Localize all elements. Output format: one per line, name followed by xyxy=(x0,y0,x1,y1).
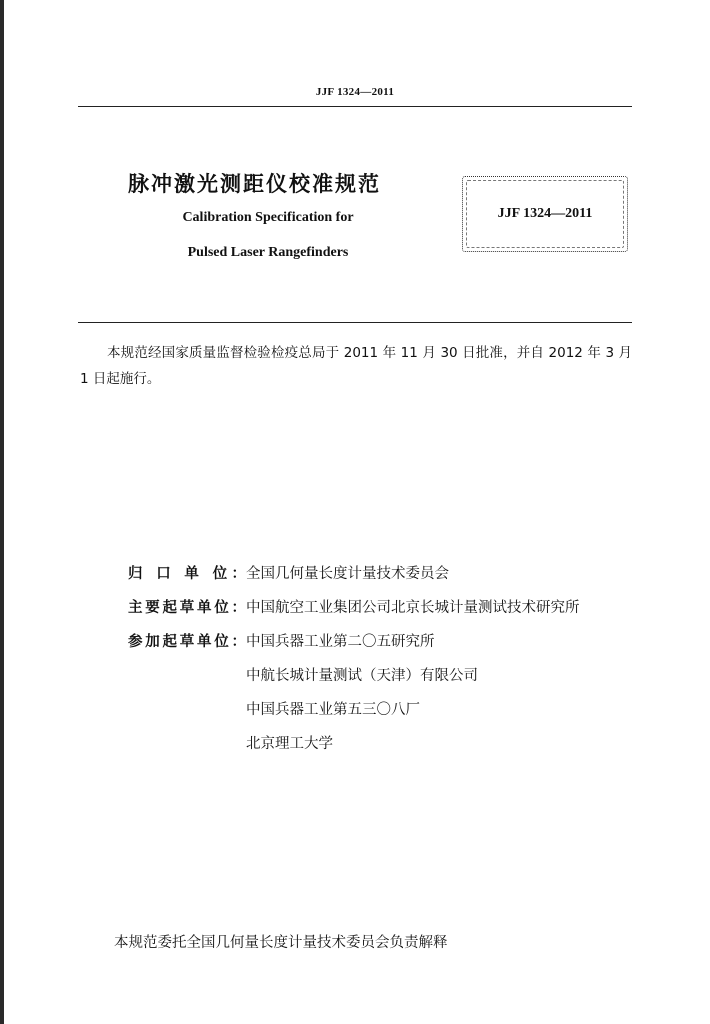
running-header-code: JJF 1324—2011 xyxy=(315,86,395,98)
specification-code: JJF 1324—2011 xyxy=(497,206,593,221)
specification-code-box xyxy=(462,176,628,252)
title-english-line-1: Calibration Specification for xyxy=(182,210,354,225)
drafter-label-empty xyxy=(128,696,246,730)
approval-statement: 本规范经国家质量监督检验检疫总局于 2011 年 11 月 30 日批准，并自 2012 年 3 月 1 日起施行。 xyxy=(80,345,632,387)
drafter-row-participating-4 xyxy=(128,730,580,764)
drafter-value: 中国兵器工业第五三〇八厂 xyxy=(246,702,420,718)
drafter-value: 中国航空工业集团公司北京长城计量测试技术研究所 xyxy=(246,600,580,616)
drafting-units xyxy=(128,560,580,764)
drafter-label: 主要起草单位： xyxy=(128,600,246,616)
drafter-label-empty xyxy=(128,662,246,696)
drafter-label: 参加起草单位： xyxy=(128,634,246,650)
header-rule xyxy=(78,106,632,107)
title-rule xyxy=(78,322,632,323)
drafter-row-responsible xyxy=(128,560,580,594)
drafter-label-empty xyxy=(128,730,246,764)
drafter-row-participating-3 xyxy=(128,696,580,730)
drafter-row-participating xyxy=(128,628,580,662)
drafter-value: 北京理工大学 xyxy=(246,736,333,752)
scan-edge xyxy=(0,0,4,1024)
drafter-value: 全国几何量长度计量技术委员会 xyxy=(246,566,449,582)
drafter-label: 归 口 单 位： xyxy=(128,566,246,582)
drafter-value: 中航长城计量测试（天津）有限公司 xyxy=(246,668,478,684)
title-chinese: 脉冲激光测距仪校准规范 xyxy=(128,172,381,196)
drafter-value: 中国兵器工业第二〇五研究所 xyxy=(246,634,435,650)
drafter-row-participating-2 xyxy=(128,662,580,696)
interpretation-note: 本规范委托全国几何量长度计量技术委员会负责解释 xyxy=(114,935,448,951)
drafter-row-main xyxy=(128,594,580,628)
title-english-line-2: Pulsed Laser Rangefinders xyxy=(187,245,349,260)
